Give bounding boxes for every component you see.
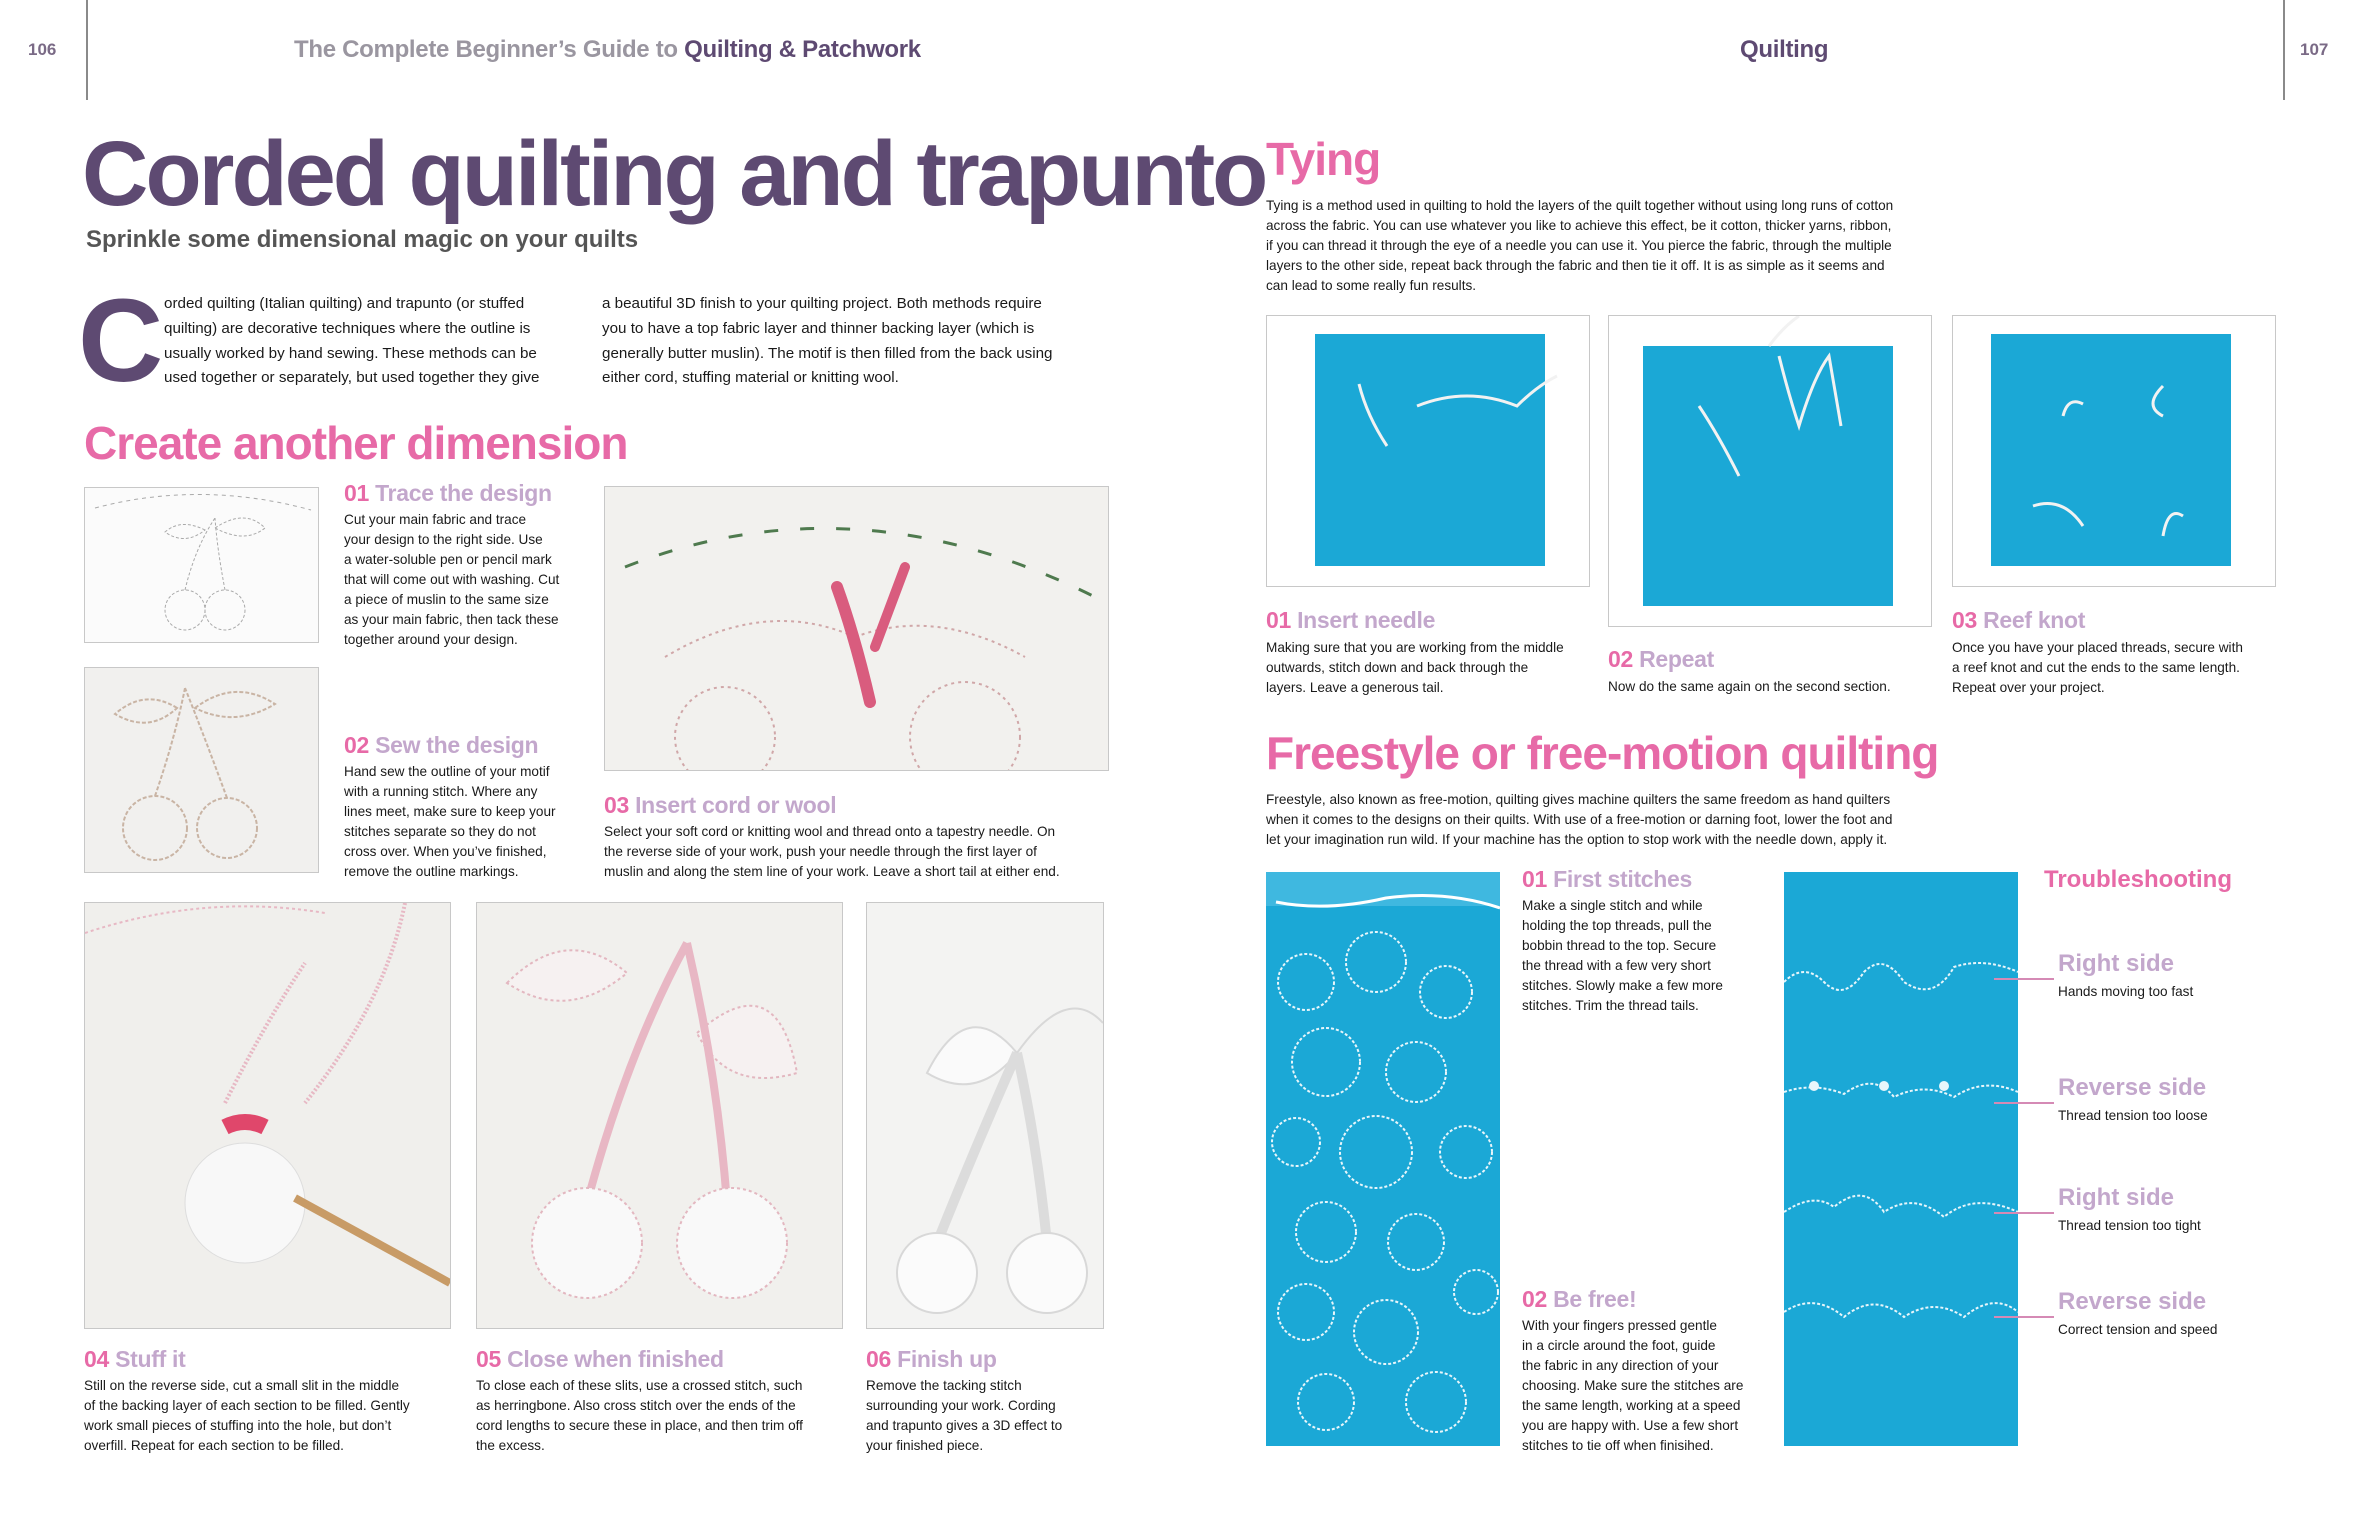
step-number: 01 bbox=[1266, 607, 1291, 633]
step-02-photo bbox=[84, 667, 319, 873]
step-05-photo bbox=[476, 902, 843, 1329]
text-line: Making sure that you are working from the middle bbox=[1266, 640, 1564, 655]
intro-column-1 bbox=[164, 292, 584, 391]
troubleshooting-1-side: Right side bbox=[2058, 950, 2175, 977]
text-line: Once you have your placed threads, secure with bbox=[1952, 640, 2243, 655]
step-title: Trace the design bbox=[375, 480, 552, 506]
troubleshooting-3-note: Thread tension too tight bbox=[2058, 1218, 2201, 1233]
freestyle-step-02-heading bbox=[1522, 1286, 1636, 1313]
troubleshooting-2-note: Thread tension too loose bbox=[2058, 1108, 2208, 1123]
intro-line: orded quilting (Italian quilting) and trapunto (or stuffed bbox=[164, 295, 525, 312]
intro-line: used together or separately, but used together they give bbox=[164, 369, 540, 387]
step-03-heading bbox=[604, 792, 836, 819]
intro-line: usually worked by hand sewing. These methods can be bbox=[164, 344, 537, 362]
step-number: 01 bbox=[344, 480, 369, 506]
freestyle-step-01-text bbox=[1522, 896, 1772, 1016]
text-line: Select your soft cord or knitting wool and thread onto a tapestry needle. On bbox=[604, 824, 1056, 839]
section-heading-create-another-dimension: Create another dimension bbox=[84, 417, 628, 469]
step-number: 03 bbox=[1952, 607, 1977, 633]
step-title: Close when finished bbox=[507, 1346, 724, 1372]
text-line: a piece of muslin to the same size bbox=[344, 591, 549, 607]
text-line: you are happy with. Use a few short bbox=[1522, 1417, 1739, 1433]
text-line: stitches separate so they do not bbox=[344, 823, 536, 839]
section-heading-freestyle: Freestyle or free-motion quilting bbox=[1266, 727, 1939, 779]
freestyle-intro bbox=[1266, 790, 2006, 850]
text-line: Freestyle, also known as free-motion, quilting gives machine quilters the same freedom as hand quilters bbox=[1266, 792, 1891, 807]
text-line: that will come out with washing. Cut bbox=[344, 571, 560, 587]
intro-column-2 bbox=[602, 292, 1102, 391]
text-line: Cut your main fabric and trace bbox=[344, 512, 527, 527]
text-line: stitches to tie off when finisihed. bbox=[1522, 1437, 1714, 1453]
text-line: the same length, working at a speed bbox=[1522, 1397, 1741, 1413]
text-line: overfill. Repeat for each section to be filled. bbox=[84, 1437, 344, 1453]
step-number: 02 bbox=[344, 732, 369, 758]
freestyle-01-photo bbox=[1266, 872, 1500, 1446]
left-header-divider bbox=[86, 0, 88, 100]
running-head-section: Quilting bbox=[1740, 36, 1829, 63]
page-subtitle: Sprinkle some dimensional magic on your quilts bbox=[86, 226, 639, 253]
intro-line: quilting) are decorative techniques where the outline is bbox=[164, 319, 531, 337]
text-line: To close each of these slits, use a crossed stitch, such bbox=[476, 1378, 803, 1393]
text-line: Still on the reverse side, cut a small slit in the middle bbox=[84, 1378, 400, 1393]
text-line: with a running stitch. Where any bbox=[344, 783, 538, 799]
text-line: Make a single stitch and while bbox=[1522, 898, 1703, 913]
step-06-photo bbox=[866, 902, 1104, 1329]
tying-step-03-text bbox=[1952, 638, 2282, 698]
step-number: 01 bbox=[1522, 866, 1547, 892]
text-line: cross over. When you’ve finished, bbox=[344, 843, 547, 859]
text-line: holding the top threads, pull the bbox=[1522, 917, 1712, 933]
text-line: if you can thread it through the eye of a needle you can use it. You pierce the fabric, through the multiple bbox=[1266, 237, 1892, 253]
step-title: Insert needle bbox=[1297, 607, 1436, 633]
text-line: the excess. bbox=[476, 1437, 545, 1453]
tying-step-03-heading bbox=[1952, 607, 2085, 634]
step-06-heading bbox=[866, 1346, 997, 1373]
text-line: when it comes to the designs on their quilts. With use of a free-motion or darning foot, lower the foot and bbox=[1266, 811, 1893, 827]
step-title: Sew the design bbox=[375, 732, 539, 758]
step-03-text bbox=[604, 822, 1124, 882]
right-header-divider bbox=[2283, 0, 2285, 100]
step-title: Be free! bbox=[1553, 1286, 1637, 1312]
step-01-text bbox=[344, 510, 594, 650]
text-line: your design to the right side. Use bbox=[344, 531, 543, 547]
text-line: the fabric in any direction of your bbox=[1522, 1357, 1719, 1373]
step-06-text bbox=[866, 1376, 1126, 1456]
step-05-heading bbox=[476, 1346, 724, 1373]
tying-step-02-heading bbox=[1608, 646, 1714, 673]
tying-step-02-text bbox=[1608, 677, 1938, 697]
text-line: cord lengths to secure these in place, and then trim off bbox=[476, 1417, 803, 1433]
freestyle-step-02-text bbox=[1522, 1316, 1772, 1456]
text-line: and trapunto gives a 3D effect to bbox=[866, 1417, 1063, 1433]
intro-line: either cord, stuffing material or knitting wool. bbox=[602, 369, 899, 387]
callout-line bbox=[1994, 1212, 2054, 1214]
step-title: Repeat bbox=[1639, 646, 1714, 672]
tying-step-01-text bbox=[1266, 638, 1596, 698]
intro-line: you to have a top fabric layer and thinner backing layer (which is bbox=[602, 319, 1035, 337]
step-number: 03 bbox=[604, 792, 629, 818]
text-line: Tying is a method used in quilting to hold the layers of the quilt together without using long runs of cotton bbox=[1266, 198, 1894, 213]
freestyle-step-01-heading bbox=[1522, 866, 1692, 893]
step-number: 04 bbox=[84, 1346, 109, 1372]
text-line: the thread with a few very short bbox=[1522, 957, 1711, 973]
text-line: muslin and along the stem line of your work. Leave a short tail at either end. bbox=[604, 863, 1060, 879]
tying-01-photo bbox=[1266, 315, 1590, 587]
callout-line bbox=[1994, 978, 2054, 980]
text-line: as your main fabric, then tack these bbox=[344, 611, 559, 627]
page-title: Corded quilting and trapunto bbox=[82, 123, 1266, 225]
text-line: as herringbone. Also cross stitch over the ends of the bbox=[476, 1397, 796, 1413]
text-line: lines meet, make sure to keep your bbox=[344, 803, 556, 819]
text-line: With your fingers pressed gentle bbox=[1522, 1318, 1717, 1333]
text-line: a reef knot and cut the ends to the same length. bbox=[1952, 659, 2240, 675]
step-03-photo bbox=[604, 486, 1109, 771]
callout-line bbox=[1994, 1316, 2054, 1318]
text-line: your finished piece. bbox=[866, 1437, 984, 1453]
text-line: remove the outline markings. bbox=[344, 863, 519, 879]
troubleshooting-2-side: Reverse side bbox=[2058, 1074, 2207, 1101]
text-line: Hand sew the outline of your motif bbox=[344, 764, 550, 779]
left-page-number: 106 bbox=[28, 40, 57, 59]
troubleshooting-1-note: Hands moving too fast bbox=[2058, 984, 2194, 999]
running-head-book-title bbox=[294, 36, 921, 64]
text-line: layers to the other side, repeat back through the fabric and then tie it off. It is as simple as it seems and bbox=[1266, 257, 1885, 273]
step-number: 02 bbox=[1522, 1286, 1547, 1312]
tying-02-photo bbox=[1608, 315, 1932, 627]
troubleshooting-3-side: Right side bbox=[2058, 1184, 2175, 1211]
text-line: bobbin thread to the top. Secure bbox=[1522, 937, 1717, 953]
step-title: First stitches bbox=[1553, 866, 1693, 892]
step-title: Reef knot bbox=[1983, 607, 2086, 633]
text-line: Remove the tacking stitch bbox=[866, 1378, 1022, 1393]
step-title: Insert cord or wool bbox=[635, 792, 837, 818]
text-line: let your imagination run wild. If your machine has the option to stop work with the needle down, apply it. bbox=[1266, 831, 1888, 847]
text-line: across the fabric. You can use whatever you like to achieve this effect, be it cotton, thicker yarns, ribbon, bbox=[1266, 217, 1892, 233]
text-line: outwards, stitch down and back through the bbox=[1266, 659, 1529, 675]
step-01-heading bbox=[344, 480, 552, 507]
step-04-text bbox=[84, 1376, 464, 1456]
troubleshooting-photo bbox=[1784, 872, 2018, 1446]
text-line: work small pieces of stuffing into the hole, but don’t bbox=[84, 1417, 392, 1433]
intro-line: a beautiful 3D finish to your quilting project. Both methods require bbox=[602, 295, 1042, 312]
text-line: of the backing layer of each section to be filled. Gently bbox=[84, 1397, 410, 1413]
step-01-photo bbox=[84, 487, 319, 643]
text-line: Repeat over your project. bbox=[1952, 679, 2105, 695]
text-line: layers. Leave a generous tail. bbox=[1266, 679, 1444, 695]
step-02-text bbox=[344, 762, 594, 882]
book-title-prefix: The Complete Beginner’s Guide to bbox=[294, 36, 678, 63]
step-number: 02 bbox=[1608, 646, 1633, 672]
book-title-emphasis: Quilting & Patchwork bbox=[684, 36, 921, 63]
text-line: in a circle around the foot, guide bbox=[1522, 1337, 1716, 1353]
step-04-photo bbox=[84, 902, 451, 1329]
text-line: stitches. Slowly make a few more bbox=[1522, 977, 1723, 993]
text-line: the reverse side of your work, push your needle through the first layer of bbox=[604, 843, 1037, 859]
step-04-heading bbox=[84, 1346, 186, 1373]
text-line: stitches. Trim the thread tails. bbox=[1522, 997, 1699, 1013]
drop-cap: C bbox=[78, 275, 164, 407]
text-line: together around your design. bbox=[344, 631, 518, 647]
intro-line: generally butter muslin). The motif is then filled from the back using bbox=[602, 344, 1053, 362]
text-line: Now do the same again on the second section. bbox=[1608, 679, 1891, 694]
text-line: can lead to some really fun results. bbox=[1266, 277, 1477, 293]
tying-intro bbox=[1266, 196, 2006, 296]
text-line: a water-soluble pen or pencil mark bbox=[344, 551, 552, 567]
step-05-text bbox=[476, 1376, 856, 1456]
step-number: 06 bbox=[866, 1346, 891, 1372]
text-line: choosing. Make sure the stitches are bbox=[1522, 1377, 1744, 1393]
text-line: surrounding your work. Cording bbox=[866, 1397, 1056, 1413]
tying-step-01-heading bbox=[1266, 607, 1435, 634]
callout-line bbox=[1994, 1102, 2054, 1104]
tying-03-photo bbox=[1952, 315, 2276, 587]
troubleshooting-4-note: Correct tension and speed bbox=[2058, 1322, 2218, 1337]
step-number: 05 bbox=[476, 1346, 501, 1372]
right-page-number: 107 bbox=[2300, 40, 2329, 59]
troubleshooting-4-side: Reverse side bbox=[2058, 1288, 2207, 1315]
section-heading-tying: Tying bbox=[1266, 133, 1381, 185]
troubleshooting-heading: Troubleshooting bbox=[2044, 866, 2232, 893]
step-title: Stuff it bbox=[115, 1346, 186, 1372]
step-title: Finish up bbox=[897, 1346, 997, 1372]
step-02-heading bbox=[344, 732, 538, 759]
